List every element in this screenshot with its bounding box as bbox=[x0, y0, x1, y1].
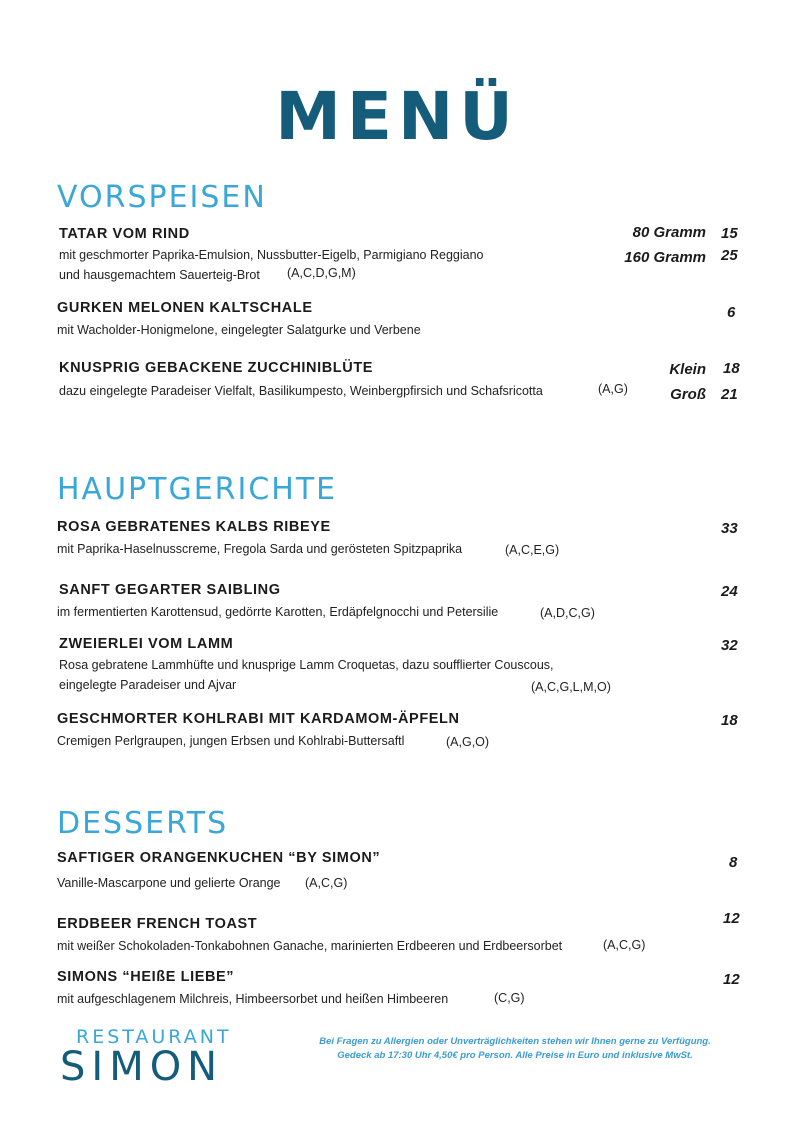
dish-price: 15 bbox=[721, 225, 738, 242]
dish-name: TATAR VOM RIND bbox=[59, 226, 190, 242]
dish-price: 24 bbox=[721, 583, 738, 600]
dish-description: mit aufgeschlagenem Milchreis, Himbeersorbet und heißen Himbeeren bbox=[57, 992, 449, 1006]
portion-size: Groß bbox=[670, 386, 706, 403]
dish-description: Rosa gebratene Lammhüfte und knusprige Lamm Croquetas, dazu soufflierter Couscous, bbox=[59, 658, 554, 672]
dish-name: SANFT GEGARTER SAIBLING bbox=[59, 582, 281, 598]
dish-description: Vanille-Mascarpone und gelierte Orange bbox=[57, 876, 281, 890]
dish-description: eingelegte Paradeiser und Ajvar bbox=[59, 678, 237, 692]
dish-allergens: (A,G,O) bbox=[446, 735, 490, 749]
section-heading-hauptgerichte: HAUPTGERICHTE bbox=[57, 472, 338, 507]
dish-allergens: (A,C,G) bbox=[305, 876, 348, 890]
dish-name: GURKEN MELONEN KALTSCHALE bbox=[57, 300, 313, 316]
dish-description: Cremigen Perlgraupen, jungen Erbsen und Kohlrabi-Buttersaftl bbox=[57, 734, 405, 748]
dish-price: 8 bbox=[729, 854, 738, 871]
dish-name: SIMONS “HEIßE LIEBE” bbox=[57, 969, 235, 985]
dish-allergens: (A,D,C,G) bbox=[540, 606, 595, 620]
footer-allergy-note: Bei Fragen zu Allergien oder Unverträglichkeiten stehen wir Ihnen gerne zu Verfügung. bbox=[319, 1036, 711, 1047]
dish-description: mit geschmorter Paprika-Emulsion, Nussbutter-Eigelb, Parmigiano Reggiano bbox=[59, 248, 484, 262]
dish-name: GESCHMORTER KOHLRABI MIT KARDAMOM-ÄPFELN bbox=[57, 711, 460, 727]
dish-description: mit weißer Schokoladen-Tonkabohnen Ganache, marinierten Erdbeeren und Erdbeersorbet bbox=[57, 939, 563, 953]
dish-price: 6 bbox=[727, 304, 736, 321]
dish-name: ROSA GEBRATENES KALBS RIBEYE bbox=[57, 519, 331, 535]
dish-allergens: (A,C,G,L,M,O) bbox=[531, 680, 611, 694]
dish-allergens: (C,G) bbox=[494, 991, 525, 1005]
logo-simon-text: SIMON bbox=[60, 1044, 224, 1090]
footer-price-note: Gedeck ab 17:30 Uhr 4,50€ pro Person. Alle Preise in Euro und inklusive MwSt. bbox=[337, 1050, 693, 1061]
dish-allergens: (A,C,G) bbox=[603, 938, 646, 952]
dish-price: 32 bbox=[721, 637, 738, 654]
dish-price: 25 bbox=[721, 247, 738, 264]
dish-allergens: (A,C,E,G) bbox=[505, 543, 560, 557]
dish-price: 33 bbox=[721, 520, 738, 537]
dish-price: 12 bbox=[723, 971, 740, 988]
section-heading-vorspeisen: VORSPEISEN bbox=[57, 180, 267, 215]
dish-name: ZWEIERLEI VOM LAMM bbox=[59, 636, 234, 652]
portion-size: 80 Gramm bbox=[632, 224, 706, 241]
dish-name: ERDBEER FRENCH TOAST bbox=[57, 916, 258, 932]
dish-price: 21 bbox=[721, 386, 738, 403]
dish-price: 18 bbox=[723, 360, 740, 377]
dish-description: mit Paprika-Haselnusscreme, Fregola Sarda und gerösteten Spitzpaprika bbox=[57, 542, 463, 556]
dish-allergens: (A,G) bbox=[598, 382, 628, 396]
footer-note bbox=[280, 1035, 750, 1063]
portion-size: Klein bbox=[669, 361, 706, 378]
dish-name: KNUSPRIG GEBACKENE ZUCCHINIBLÜTE bbox=[59, 360, 374, 376]
dish-description: und hausgemachtem Sauerteig-Brot bbox=[59, 268, 260, 282]
portion-size: 160 Gramm bbox=[624, 249, 706, 266]
page-title: MENÜ bbox=[275, 78, 519, 155]
dish-name: SAFTIGER ORANGENKUCHEN “BY SIMON” bbox=[57, 850, 381, 866]
dish-description: mit Wacholder-Honigmelone, eingelegter Salatgurke und Verbene bbox=[57, 323, 421, 337]
logo-restaurant-text: RESTAURANT bbox=[76, 1026, 232, 1048]
dish-price: 12 bbox=[723, 910, 740, 927]
dish-price: 18 bbox=[721, 712, 738, 729]
dish-description: dazu eingelegte Paradeiser Vielfalt, Basilikumpesto, Weinbergpfirsich und Schafsricotta bbox=[59, 384, 543, 398]
dish-allergens: (A,C,D,G,M) bbox=[287, 266, 356, 280]
section-heading-desserts: DESSERTS bbox=[57, 806, 229, 841]
dish-description: im fermentierten Karottensud, gedörrte Karotten, Erdäpfelgnocchi und Petersilie bbox=[57, 605, 499, 619]
